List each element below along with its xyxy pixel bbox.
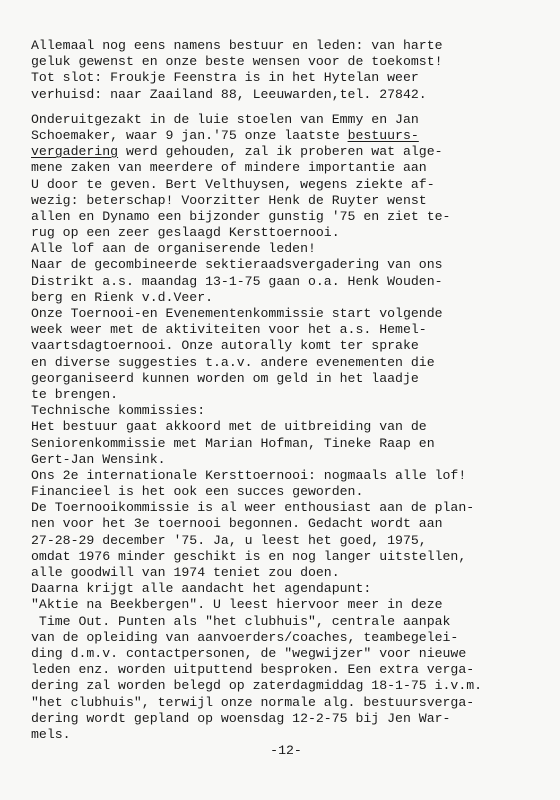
text-line: ding d.m.v. contactpersonen, de "wegwijzer" voor nieuwe	[31, 645, 467, 661]
text-line: Ons 2e internationale Kersttoernooi: nogmaals alle lof!	[31, 467, 467, 483]
text-line: 27-28-29 december '75. Ja, u leest het goed, 1975,	[31, 532, 427, 548]
text-line: georganiseerd kunnen worden om geld in het laadje	[31, 370, 419, 386]
text-line: Alle lof aan de organiserende leden!	[31, 241, 316, 257]
underlined-text: vergadering	[31, 144, 119, 160]
text-line: vaartsdagtoernooi. Onze autorally komt ter sprake	[31, 338, 419, 354]
text-line: Daarna krijgt alle aandacht het agendapunt:	[31, 581, 372, 597]
text-line: berg en Rienk v.d.Veer.	[31, 289, 214, 305]
text-line: Allemaal nog eens namens bestuur en leden: van harte	[31, 38, 443, 53]
text-line: Naar de gecombineerde sektieraadsvergadering van ons	[31, 257, 443, 273]
text-line: De Toernooikommissie is al weer enthousiast aan de plan-	[31, 500, 475, 516]
text-line: Time Out. Punten als "het clubhuis", centrale aanpak	[31, 613, 451, 629]
text-line: mels.	[31, 726, 71, 742]
text-line: Tot slot: Froukje Feenstra is in het Hytelan weer	[31, 70, 419, 86]
text-line: Gert-Jan Wensink.	[31, 451, 166, 467]
text-line: en diverse suggesties t.a.v. andere evenementen die	[31, 354, 435, 370]
text-line: dering wordt gepland op woensdag 12-2-75 bij Jen War-	[31, 710, 451, 726]
text-line: week weer met de aktiviteiten voor het a.s. Hemel-	[31, 322, 427, 338]
text-line: "Aktie na Beekbergen". U leest hiervoor meer in deze	[31, 597, 443, 613]
underlined-text: bestuurs-	[347, 127, 419, 143]
text-line: Distrikt a.s. maandag 13-1-75 gaan o.a. Henk Wouden-	[31, 273, 443, 289]
body-text	[31, 38, 551, 759]
text-line: "het clubhuis", terwijl onze normale alg. bestuursverga-	[31, 694, 475, 710]
text-line: wezig: beterschap! Voorzitter Henk de Ruyter wenst	[31, 192, 427, 208]
text-line	[31, 128, 551, 144]
text-span: werd gehouden, zal ik proberen wat alge-	[118, 144, 443, 160]
text-line: Financieel is het ook een succes geworden.	[31, 484, 364, 500]
text-line: Seniorenkommissie met Marian Hofman, Tineke Raap en	[31, 435, 435, 451]
paragraph-gap	[31, 103, 551, 112]
text-line: alle goodwill van 1974 teniet zou doen.	[31, 565, 340, 580]
text-line: Het bestuur gaat akkoord met de uitbreiding van de	[31, 419, 427, 435]
text-line: Technische kommissies:	[31, 403, 206, 419]
text-line: allen en Dynamo een bijzonder gunstig '75 en ziet te-	[31, 208, 451, 224]
text-line: leden enz. worden uitputtend besproken. Een extra verga-	[31, 662, 475, 678]
text-line: rug op een zeer geslaagd Kersttoernooi.	[31, 225, 340, 241]
page-number: -12-	[270, 743, 302, 759]
text-line: Onderuitgezakt in de luie stoelen van Emmy en Jan	[31, 111, 419, 127]
text-line: van de opleiding van aanvoerders/coaches, teambegelei-	[31, 629, 459, 645]
text-line: geluk gewenst en onze beste wensen voor de toekomst!	[31, 54, 443, 70]
text-line: Onze Toernooi-en Evenementenkommissie start volgende	[31, 306, 443, 321]
text-line: te brengen.	[31, 386, 119, 402]
text-span: Schoemaker, waar 9 jan.'75 onze laatste	[31, 127, 348, 143]
text-line: mene zaken van meerdere of mindere importantie aan	[31, 160, 427, 176]
text-line: omdat 1976 minder geschikt is en nog langer uitstellen,	[31, 548, 467, 564]
text-line: nen voor het 3e toernooi begonnen. Gedacht wordt aan	[31, 516, 443, 532]
text-line: U door te geven. Bert Velthuysen, wegens ziekte af-	[31, 176, 435, 192]
text-line: verhuisd: naar Zaailand 88, Leeuwarden,tel. 27842.	[31, 86, 427, 102]
text-line	[31, 144, 551, 160]
text-line: dering zal worden belegd op zaterdagmiddag 18-1-75 i.v.m.	[31, 678, 483, 694]
